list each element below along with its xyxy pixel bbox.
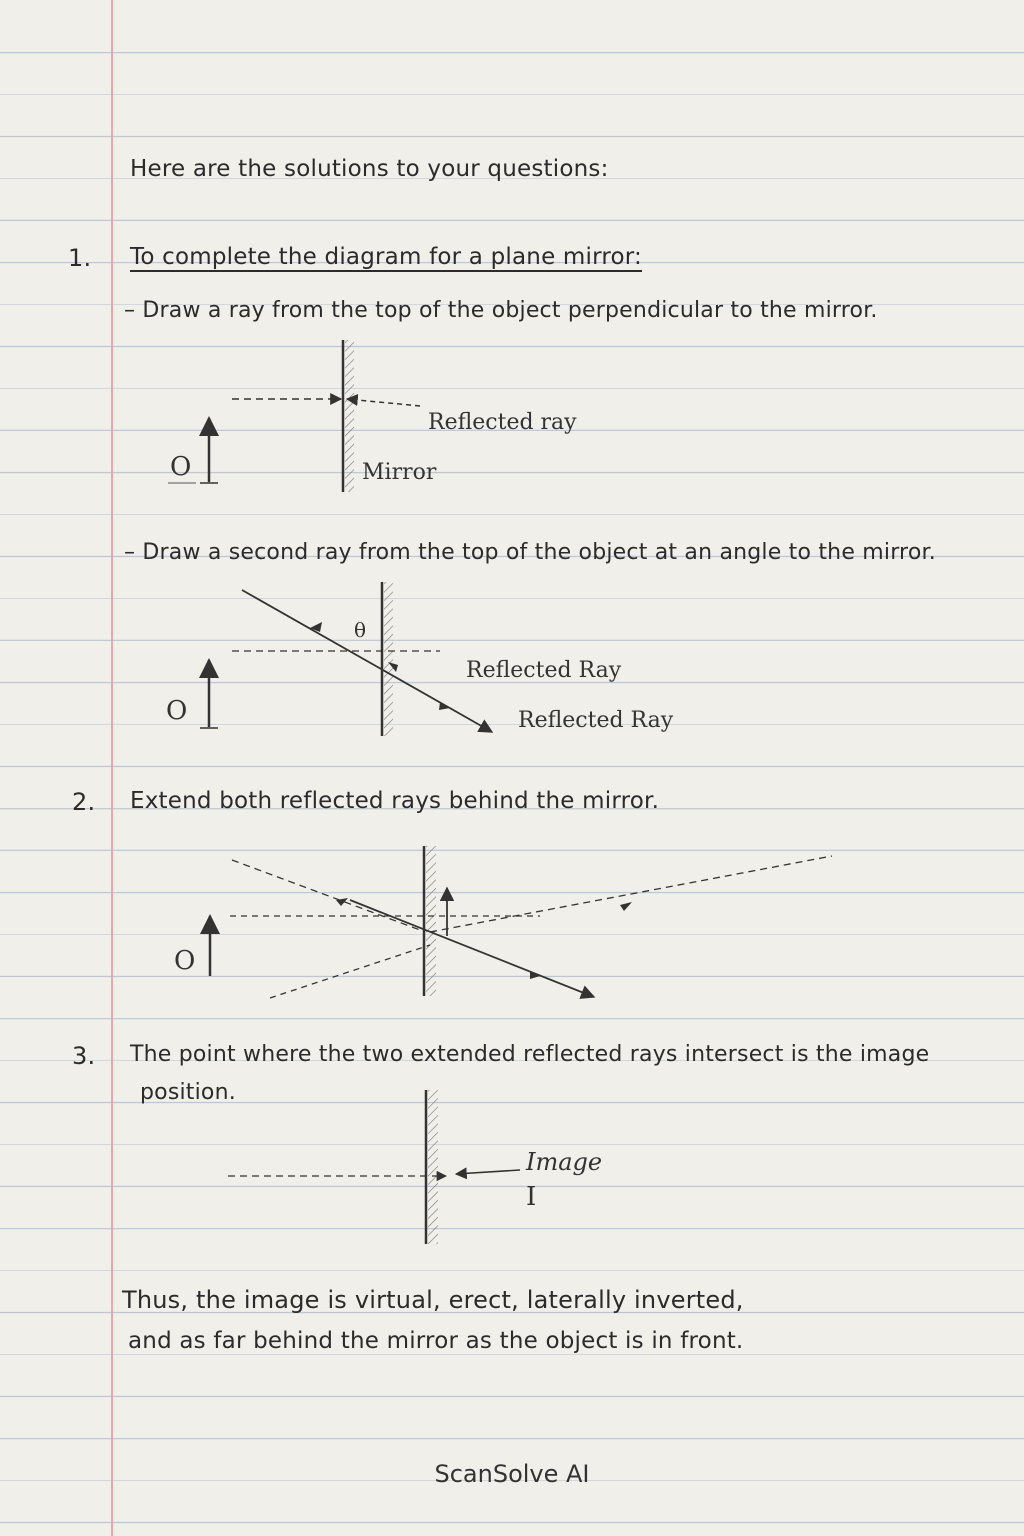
ray-line-b xyxy=(242,590,492,732)
reflected-ray-a xyxy=(347,399,420,406)
margin-line xyxy=(111,0,113,1536)
intro-text: Here are the solutions to your questions: xyxy=(130,156,609,182)
object-label-a: O xyxy=(170,452,192,482)
angle-label-b: θ xyxy=(354,618,367,642)
reflected-ray-label-b1: Reflected Ray xyxy=(466,658,622,683)
object-label-b: O xyxy=(166,696,188,726)
object-label-c: O xyxy=(174,946,196,976)
reflected-ray-label-a: Reflected ray xyxy=(428,410,577,435)
image-label: Image xyxy=(526,1148,603,1176)
conclusion-line-2: and as far behind the mirror as the object is in front. xyxy=(128,1328,744,1354)
mirror-d xyxy=(426,1090,438,1244)
question-1-title: To complete the diagram for a plane mirror: xyxy=(130,244,643,270)
reflected-ray-label-b2: Reflected Ray xyxy=(518,708,674,733)
question-3-number: 3. xyxy=(72,1042,96,1070)
question-2-number: 2. xyxy=(72,788,96,816)
question-3-line-2: position. xyxy=(140,1080,236,1105)
question-2-text: Extend both reflected rays behind the mirror. xyxy=(130,788,660,814)
question-1-step-b: – Draw a second ray from the top of the object at an angle to the mirror. xyxy=(124,540,936,565)
image-symbol: I xyxy=(526,1182,537,1212)
question-1-step-a: – Draw a ray from the top of the object perpendicular to the mirror. xyxy=(124,298,878,323)
mirror-c xyxy=(424,846,436,996)
image-pointer xyxy=(456,1170,520,1174)
mirror-a xyxy=(343,340,354,492)
figure-image-position xyxy=(0,1086,1024,1246)
mirror-label-a: Mirror xyxy=(362,460,437,485)
footer-brand: ScanSolve AI xyxy=(434,1460,590,1488)
question-3-line-1: The point where the two extended reflected rays intersect is the image xyxy=(130,1042,930,1067)
question-1-number: 1. xyxy=(68,244,92,272)
conclusion-line-1: Thus, the image is virtual, erect, laterally inverted, xyxy=(122,1286,744,1314)
mirror-b xyxy=(382,582,393,736)
figure-extended-rays xyxy=(0,842,1024,1002)
